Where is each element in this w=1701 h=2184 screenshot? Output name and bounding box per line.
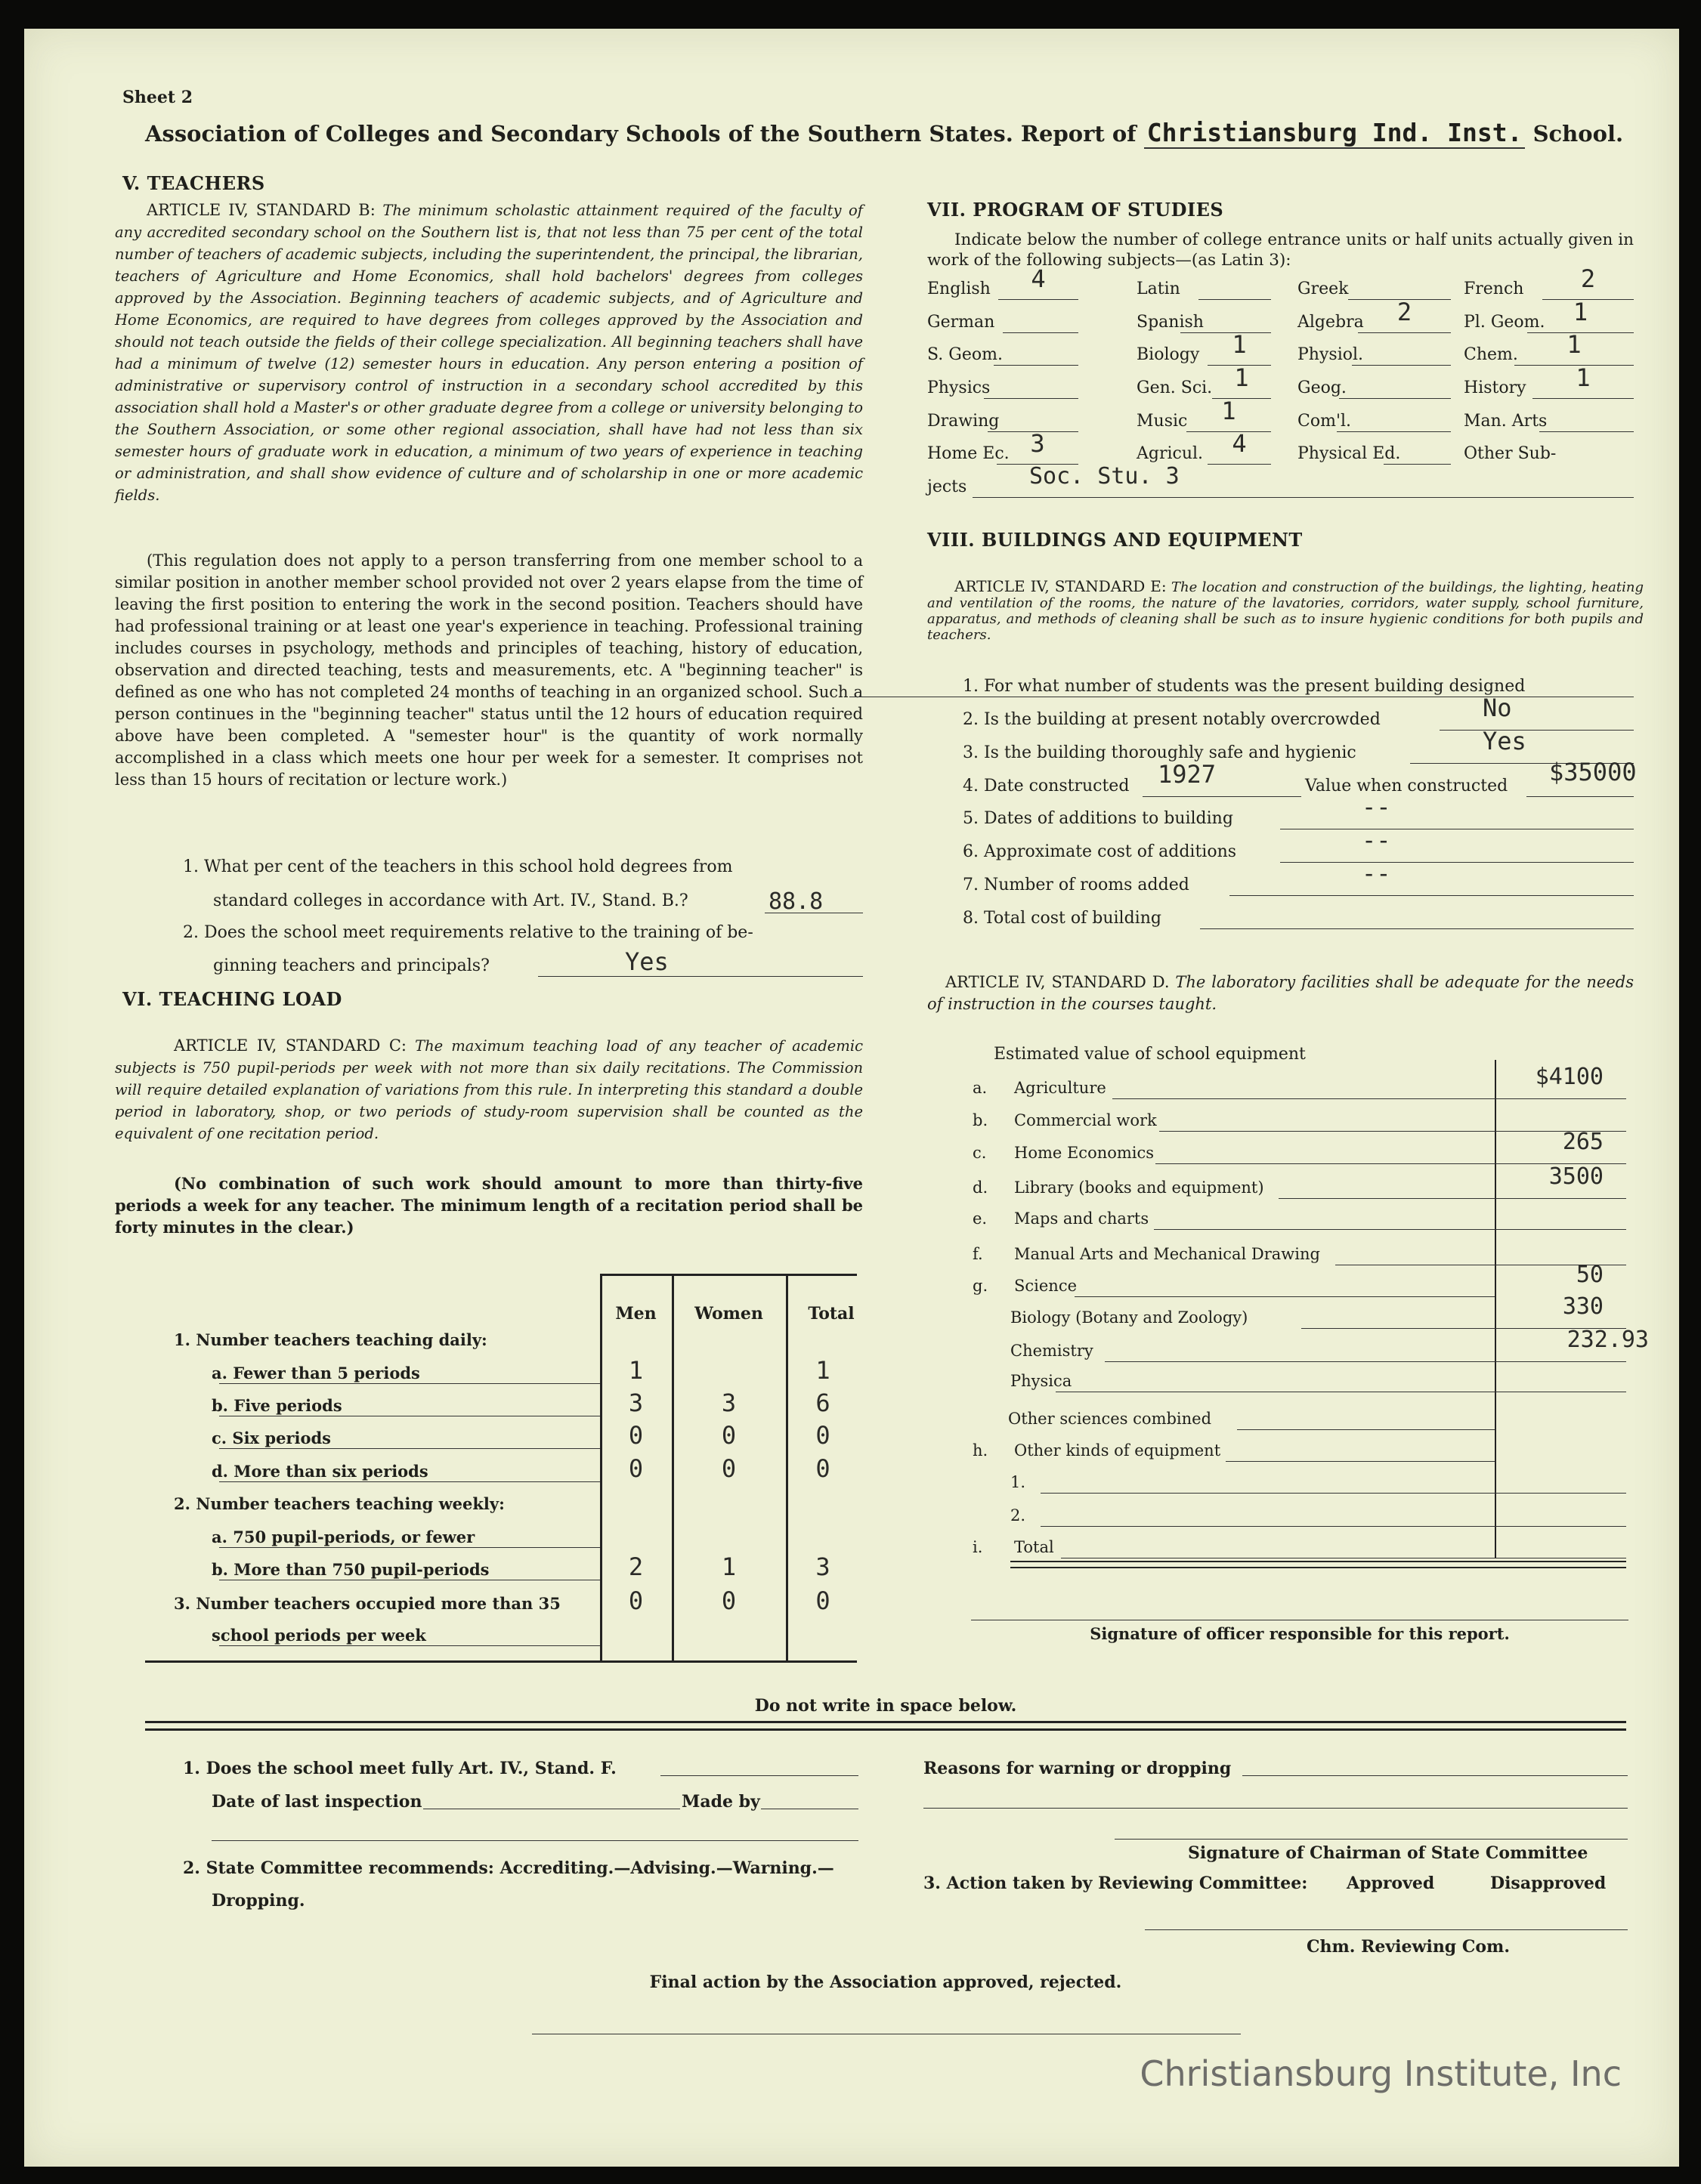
building-question-line bbox=[1229, 895, 1634, 896]
table-cell: 1 bbox=[628, 1356, 644, 1385]
subject-line bbox=[998, 299, 1078, 300]
other-subjects-line bbox=[973, 497, 1634, 498]
building-question-value: -- bbox=[1362, 792, 1391, 821]
table-row-leader-line bbox=[219, 1448, 600, 1449]
value-constructed-label: Value when constructed bbox=[1305, 777, 1508, 795]
teaching-load-heading: VI. TEACHING LOAD bbox=[122, 988, 342, 1010]
equipment-label: Physica bbox=[1010, 1372, 1072, 1390]
table-row-leader-line bbox=[219, 1383, 600, 1384]
table-row-label: b. More than 750 pupil-periods bbox=[212, 1560, 490, 1579]
building-question-value: -- bbox=[1362, 859, 1391, 888]
table-row-leader-line bbox=[219, 1547, 600, 1548]
building-question: 7. Number of rooms added bbox=[963, 876, 1189, 894]
equipment-label: Commercial work bbox=[1014, 1111, 1157, 1129]
table-row-leader-line bbox=[219, 1645, 600, 1646]
equipment-label: Biology (Botany and Zoology) bbox=[1010, 1308, 1248, 1327]
footer-q3: 3. Action taken by Reviewing Committee: bbox=[923, 1874, 1308, 1893]
equipment-label: Library (books and equipment) bbox=[1014, 1178, 1264, 1197]
equipment-leader-line bbox=[1159, 1131, 1495, 1132]
report-title bbox=[145, 118, 1623, 149]
equipment-total-rule-2 bbox=[1010, 1567, 1626, 1568]
building-question-line bbox=[1143, 796, 1301, 797]
equipment-value: 265 bbox=[1562, 1129, 1604, 1155]
disapproved-label: Disapproved bbox=[1490, 1874, 1607, 1893]
subject-line bbox=[1358, 332, 1451, 333]
table-row-label: 3. Number teachers occupied more than 35 bbox=[174, 1594, 561, 1613]
building-question-value: 1927 bbox=[1158, 760, 1217, 789]
equipment-leader-line bbox=[1226, 1461, 1495, 1462]
equipment-value: 3500 bbox=[1548, 1163, 1604, 1190]
subject-label: German bbox=[927, 313, 995, 332]
equipment-value-line bbox=[1495, 1493, 1626, 1494]
subject-value: 3 bbox=[1030, 429, 1045, 458]
subject-label: English bbox=[927, 280, 991, 298]
footer-date-label: Date of last inspection bbox=[212, 1792, 422, 1812]
equipment-key: g. bbox=[973, 1277, 988, 1295]
reasons-line-2 bbox=[923, 1808, 1628, 1809]
subject-line bbox=[1352, 365, 1451, 366]
subject-label: Other Sub- bbox=[1464, 444, 1557, 463]
equipment-key: e. bbox=[973, 1209, 988, 1228]
table-bottom-rule bbox=[145, 1660, 857, 1663]
table-cell: 0 bbox=[721, 1421, 737, 1450]
equipment-leader-line bbox=[1041, 1493, 1495, 1494]
q1-answer: 88.8 bbox=[769, 888, 824, 915]
equipment-total-rule-1 bbox=[1010, 1561, 1626, 1562]
equipment-label: Other sciences combined bbox=[1008, 1410, 1212, 1428]
subject-value: 1 bbox=[1234, 363, 1249, 392]
equipment-leader-line bbox=[1155, 1163, 1495, 1164]
subject-line bbox=[1208, 464, 1271, 465]
title-prefix: Association of Colleges and Secondary Schools of the Southern States. Report of bbox=[145, 121, 1137, 147]
equipment-leader-line bbox=[1041, 1526, 1495, 1527]
teachers-heading: V. TEACHERS bbox=[122, 172, 265, 194]
equipment-value: 330 bbox=[1562, 1293, 1604, 1320]
subject-line bbox=[1003, 332, 1078, 333]
watermark: Christiansburg Institute, Inc bbox=[1140, 2053, 1622, 2094]
subject-value: 1 bbox=[1221, 397, 1236, 425]
equipment-label: Agriculture bbox=[1014, 1079, 1106, 1097]
teachers-q2-line2: ginning teachers and principals? bbox=[213, 956, 490, 975]
chairman-signature-line bbox=[1115, 1839, 1628, 1840]
equipment-leader-line bbox=[1301, 1328, 1495, 1329]
subject-value: 4 bbox=[1232, 429, 1247, 458]
equipment-value-line bbox=[1495, 1131, 1626, 1132]
building-question-value: No bbox=[1483, 694, 1512, 722]
value-constructed-line bbox=[1526, 796, 1634, 797]
equipment-leader-line bbox=[1279, 1198, 1495, 1199]
equipment-value-line bbox=[1495, 1098, 1626, 1099]
table-cell: 0 bbox=[815, 1421, 830, 1450]
subject-line bbox=[1339, 398, 1451, 399]
equipment-label: Other kinds of equipment bbox=[1014, 1441, 1221, 1460]
equipment-key: i. bbox=[973, 1538, 983, 1556]
q2-answer: Yes bbox=[625, 947, 669, 976]
equipment-label: Chemistry bbox=[1010, 1342, 1093, 1360]
table-row-label: a. 750 pupil-periods, or fewer bbox=[212, 1528, 475, 1546]
equipment-leader-line bbox=[1105, 1361, 1495, 1362]
subject-label: Biology bbox=[1137, 345, 1200, 364]
table-row-label: a. Fewer than 5 periods bbox=[212, 1364, 420, 1382]
table-cell: 0 bbox=[628, 1586, 644, 1615]
equipment-key: f. bbox=[973, 1245, 983, 1263]
teaching-load-article-text: The maximum teaching load of any teacher of academic subjects is 750 pupil-periods per week with not more than six daily recitations. The Commission will require detailed explanation of variations from this rule. In interpreting this standard a double period in laboratory, shop, or two periods of study-room supervision shall be counted as the equivalent of one recitation period. bbox=[115, 1037, 863, 1142]
subject-value: 4 bbox=[1031, 264, 1046, 293]
equipment-value: 50 bbox=[1576, 1262, 1604, 1288]
chairman-signature-label: Signature of Chairman of State Committee bbox=[1188, 1843, 1588, 1863]
table-row-label: 1. Number teachers teaching daily: bbox=[174, 1330, 487, 1349]
buildings-article-text: The location and construction of the buildings, the lighting, heating and ventilation of the rooms, the nature of the lavatories, corridors, water supply, school furniture, apparatus, and methods of cleaning shall be such as to insure hygienic conditions for both pupils and teachers. bbox=[927, 579, 1644, 643]
equipment-key: c. bbox=[973, 1144, 987, 1162]
table-cell: 3 bbox=[628, 1389, 644, 1417]
equipment-key: h. bbox=[973, 1441, 988, 1460]
subject-label: Physiol. bbox=[1297, 345, 1364, 364]
subject-label: Com'l. bbox=[1297, 412, 1352, 431]
subject-line bbox=[1198, 299, 1271, 300]
subject-label: Physics bbox=[927, 378, 991, 397]
table-row-label: c. Six periods bbox=[212, 1429, 331, 1447]
building-question: 5. Dates of additions to building bbox=[963, 809, 1233, 828]
subject-label: Gen. Sci. bbox=[1137, 378, 1213, 397]
final-action-label: Final action by the Association approved, rejected. bbox=[649, 1972, 1122, 1992]
subject-label: Greek bbox=[1297, 280, 1349, 298]
table-row-label: 2. Number teachers teaching weekly: bbox=[174, 1494, 505, 1513]
sheet-label: Sheet 2 bbox=[122, 88, 193, 107]
footer-made-by-label: Made by bbox=[682, 1792, 760, 1812]
building-question: 1. For what number of students was the present building designed bbox=[963, 677, 1526, 696]
table-row-leader-line bbox=[219, 1481, 600, 1482]
approved-label: Approved bbox=[1347, 1874, 1435, 1893]
equipment-label: Total bbox=[1014, 1538, 1054, 1556]
building-question: 4. Date constructed bbox=[963, 777, 1130, 795]
equipment-label: Science bbox=[1014, 1277, 1078, 1295]
value-constructed: $35000 bbox=[1549, 758, 1637, 786]
footer-q1-line bbox=[660, 1775, 858, 1776]
subject-label: History bbox=[1464, 378, 1526, 397]
subject-line bbox=[1532, 398, 1634, 399]
reasons-line-1 bbox=[1242, 1775, 1628, 1776]
table-cell: 3 bbox=[815, 1552, 830, 1581]
program-intro: Indicate below the number of college entrance units or half units actually given in work of the following subjects—(as Latin 3): bbox=[927, 230, 1634, 270]
regulation-note: (This regulation does not apply to a person transferring from one member school to a similar position in another member school provided not over 2 years elapse from the time of leaving the first position to entering the work in the second position. Teachers should have had professional training or at least one year's experience in teaching. Professional training includes courses in psychology, methods and principles of teaching, history of education, observation and directed teaching, tests and measurements, etc. A "beginning teacher" is defined as one who has not completed 24 months of teaching in an organized school. Such a person continues in the "beginning teacher" status until the 12 hours of education required above have been completed. A "semester hour" is the quantity of work normally accomplished in a class which meets one hour per week for a semester. It comprises not less than 15 hours of recitation or lecture work.) bbox=[115, 551, 863, 789]
equipment-value: $4100 bbox=[1535, 1064, 1604, 1090]
equipment-label: 2. bbox=[1010, 1506, 1026, 1524]
teaching-load-note: (No combination of such work should amount to more than thirty-five periods a week for any teacher. The minimum length of a recitation period shall be forty minutes in the clear.) bbox=[115, 1174, 863, 1237]
subject-value: 1 bbox=[1573, 298, 1588, 326]
footer-rule-1 bbox=[145, 1721, 1626, 1723]
subject-label: Music bbox=[1137, 412, 1188, 431]
chm-reviewing-label: Chm. Reviewing Com. bbox=[1307, 1937, 1510, 1957]
table-cell: 1 bbox=[815, 1356, 830, 1385]
subject-line bbox=[994, 365, 1078, 366]
equipment-label: Manual Arts and Mechanical Drawing bbox=[1014, 1245, 1320, 1263]
footer-rule-2 bbox=[145, 1728, 1626, 1731]
subject-line bbox=[984, 398, 1078, 399]
table-cell: 3 bbox=[721, 1389, 737, 1417]
equipment-label: 1. bbox=[1010, 1473, 1026, 1491]
subject-label: French bbox=[1464, 280, 1524, 298]
footer-q2-line2: Dropping. bbox=[212, 1891, 305, 1911]
subject-label: Algebra bbox=[1297, 313, 1364, 332]
equipment-heading: Estimated value of school equipment bbox=[994, 1045, 1306, 1064]
table-cell: 0 bbox=[815, 1586, 830, 1615]
building-question: 6. Approximate cost of additions bbox=[963, 842, 1237, 861]
subject-line bbox=[1337, 431, 1451, 432]
other-subjects-value: Soc. Stu. 3 bbox=[1029, 463, 1180, 490]
equipment-value: 232.93 bbox=[1566, 1327, 1649, 1353]
table-cell: 6 bbox=[815, 1389, 830, 1417]
subject-label: Home Ec. bbox=[927, 444, 1010, 463]
equipment-label: Maps and charts bbox=[1014, 1209, 1149, 1228]
equipment-value-line bbox=[1495, 1198, 1626, 1199]
table-cell: 0 bbox=[721, 1586, 737, 1615]
subject-label: Chem. bbox=[1464, 345, 1518, 364]
subject-label: S. Geom. bbox=[927, 345, 1003, 364]
equipment-key: d. bbox=[973, 1178, 988, 1197]
equipment-leader-line bbox=[1237, 1429, 1495, 1430]
table-cell: 0 bbox=[628, 1454, 644, 1483]
teachers-article-label: ARTICLE IV, STANDARD B: bbox=[147, 201, 376, 219]
reasons-label: Reasons for warning or dropping bbox=[923, 1759, 1232, 1778]
officer-signature-label: Signature of officer responsible for this report. bbox=[1090, 1624, 1510, 1643]
equipment-leader-line bbox=[1154, 1229, 1495, 1230]
subject-label: Spanish bbox=[1137, 313, 1204, 332]
subject-line bbox=[1384, 464, 1451, 465]
teaching-load-article-label: ARTICLE IV, STANDARD C: bbox=[174, 1036, 407, 1055]
do-not-write-label: Do not write in space below. bbox=[754, 1696, 1017, 1716]
subject-label: Drawing bbox=[927, 412, 1000, 431]
table-cell: 0 bbox=[721, 1454, 737, 1483]
building-question: 8. Total cost of building bbox=[963, 909, 1161, 928]
subject-value: 1 bbox=[1566, 330, 1582, 359]
footer-blank-line bbox=[212, 1840, 858, 1841]
subject-label: Physical Ed. bbox=[1297, 444, 1401, 463]
chm-signature-line bbox=[1145, 1929, 1628, 1930]
building-question-line bbox=[1440, 730, 1634, 731]
building-question-value: Yes bbox=[1483, 727, 1526, 755]
table-top-rule bbox=[600, 1274, 857, 1276]
title-suffix: School. bbox=[1532, 121, 1624, 147]
subject-label: Latin bbox=[1137, 280, 1180, 298]
table-cell: 0 bbox=[628, 1421, 644, 1450]
subject-label: Geog. bbox=[1297, 378, 1347, 397]
teachers-article-text: The minimum scholastic attainment required of the faculty of any accredited secondary school on the Southern list is, that not less than 75 per cent of the total number of teachers of academic subjects, including the superintendent, the principal, the librarian, teachers of Agriculture and Home Economics, shall hold bachelors' degrees from colleges approved by the Association. Beginning teachers of academic subjects, and of Agriculture and Home Economics, are required to have degrees from colleges approved by the Association and should not teach outside the fields of their college specialization. All beginning teachers shall have had a minimum of twelve (12) semester hours in education. Any person entering a position of administrative or supervisory control of instruction in a secondary school accredited by this association shall hold a Master's or other graduate degree from a college or university belonging to the Southern Association, or some other regional association, shall have had not less than six semester hours of graduate work in education, a minimum of two years of experience in teaching or administration, and shall show evidence of culture and of scholarship in one or more academic fields. bbox=[115, 202, 863, 504]
subject-label: Pl. Geom. bbox=[1464, 313, 1545, 332]
other-subjects-label: jects bbox=[927, 477, 967, 496]
equipment-value-line bbox=[1495, 1361, 1626, 1362]
teachers-article bbox=[115, 199, 863, 506]
program-heading: VII. PROGRAM OF STUDIES bbox=[927, 199, 1224, 221]
lab-article-text: The laboratory facilities shall be adequate for the needs of instruction in the courses taught. bbox=[927, 973, 1634, 1013]
subject-value: 2 bbox=[1580, 264, 1596, 293]
building-question: 2. Is the building at present notably overcrowded bbox=[963, 710, 1381, 729]
col-total: Total bbox=[808, 1304, 855, 1324]
subject-value: 1 bbox=[1232, 330, 1247, 359]
table-cell: 0 bbox=[815, 1454, 830, 1483]
buildings-article bbox=[927, 579, 1644, 643]
table-row-label: b. Five periods bbox=[212, 1396, 342, 1415]
equipment-value-line bbox=[1495, 1229, 1626, 1230]
equipment-key: b. bbox=[973, 1111, 988, 1129]
teaching-load-article bbox=[115, 1035, 863, 1145]
subject-value: 2 bbox=[1396, 298, 1412, 326]
footer-q1: 1. Does the school meet fully Art. IV., Stand. F. bbox=[183, 1759, 617, 1778]
building-question-value: -- bbox=[1362, 826, 1391, 854]
building-question-line bbox=[1200, 928, 1634, 929]
q2-answer-line bbox=[538, 976, 863, 977]
table-row-label: school periods per week bbox=[212, 1626, 426, 1645]
teachers-q1-line2: standard colleges in accordance with Art. IV., Stand. B.? bbox=[213, 891, 688, 910]
lab-article bbox=[927, 972, 1634, 1015]
teachers-q1-line1: 1. What per cent of the teachers in this school hold degrees from bbox=[183, 857, 733, 876]
equipment-leader-line bbox=[1075, 1296, 1495, 1297]
table-row-label: d. More than six periods bbox=[212, 1462, 428, 1481]
footer-q2-line1: 2. State Committee recommends: Accrediting.—Advising.—Warning.— bbox=[183, 1858, 834, 1878]
equipment-leader-line bbox=[1112, 1098, 1495, 1099]
col-men: Men bbox=[615, 1304, 657, 1324]
subject-line bbox=[1539, 431, 1634, 432]
building-question: 3. Is the building thoroughly safe and hygienic bbox=[963, 743, 1356, 762]
document-page bbox=[24, 29, 1679, 2167]
building-question-line bbox=[1280, 862, 1634, 863]
lab-article-label: ARTICLE IV, STANDARD D. bbox=[945, 973, 1170, 991]
col-women: Women bbox=[694, 1304, 763, 1324]
buildings-article-label: ARTICLE IV, STANDARD E: bbox=[954, 577, 1167, 595]
subject-label: Man. Arts bbox=[1464, 412, 1548, 431]
subject-label: Agricul. bbox=[1137, 444, 1204, 463]
equipment-key: a. bbox=[973, 1079, 988, 1097]
buildings-heading: VIII. BUILDINGS AND EQUIPMENT bbox=[927, 529, 1303, 551]
school-name: Christiansburg Ind. Inst. bbox=[1144, 118, 1526, 149]
table-cell: 1 bbox=[721, 1552, 737, 1581]
subject-value: 1 bbox=[1576, 363, 1591, 392]
teachers-q2-line1: 2. Does the school meet requirements relative to the training of be- bbox=[183, 923, 753, 942]
equipment-value-rule bbox=[1495, 1060, 1496, 1558]
equipment-value-line bbox=[1495, 1526, 1626, 1527]
equipment-label: Home Economics bbox=[1014, 1144, 1155, 1162]
table-cell: 2 bbox=[628, 1552, 644, 1581]
